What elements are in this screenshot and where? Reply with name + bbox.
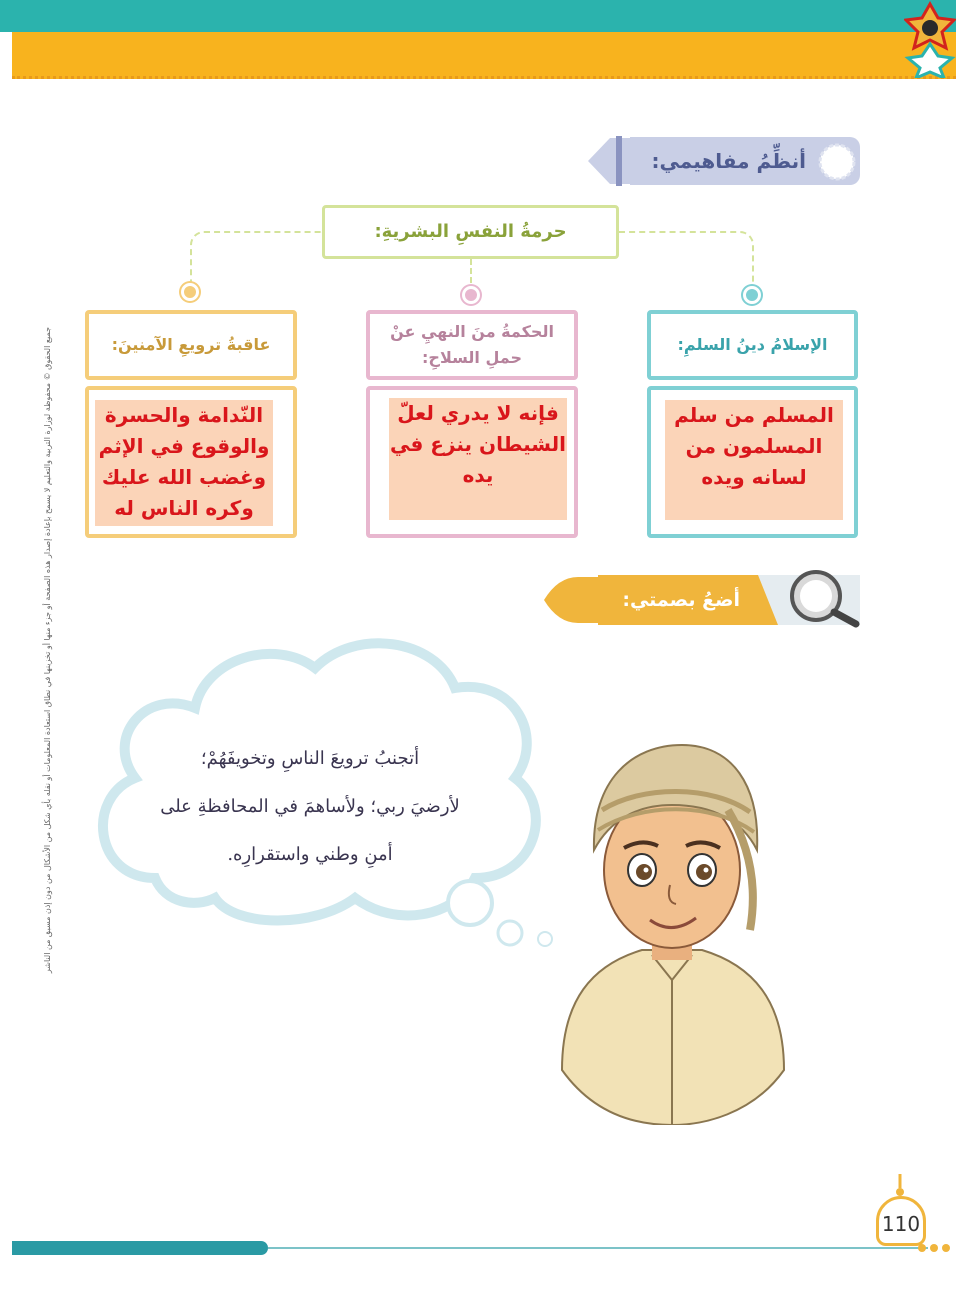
thought-line-2: لأرضيَ ربي؛ ولأساهمَ في المحافظةِ على [160, 796, 460, 817]
node-dot-left [181, 283, 199, 301]
connector-middle [470, 259, 472, 283]
footer-line [268, 1247, 928, 1249]
header-orange-band [12, 32, 956, 79]
connector-left [190, 231, 324, 283]
thought-line-1: أتجنبُ ترويعَ الناسِ وتخويفَهُمْ؛ [200, 748, 420, 769]
answer-consequence[interactable]: النّدامة والحسرة والوقوع في الإثم وغضب الله عليك وكره الناس له [95, 400, 273, 526]
heading-islam-peace: الإسلامُ دينُ السلمِ: [677, 335, 828, 355]
answer-weapon-wisdom[interactable]: فإنه لا يدري لعلّ الشيطان ينزع في يده [389, 398, 567, 520]
node-dot-right [743, 286, 761, 304]
footer-dots-icon [916, 1242, 952, 1254]
flower-badge-icon [818, 143, 856, 181]
star-ornament-icon [904, 0, 956, 78]
node-dot-middle [462, 286, 480, 304]
answer-islam-peace[interactable]: المسلم من سلم المسلمون من لسانه ويده [665, 400, 843, 520]
boy-illustration [552, 740, 792, 1125]
header-teal-band [0, 0, 956, 32]
section-2-arrow-icon [544, 575, 604, 625]
section-2-title: أضعُ بصمتي: [622, 589, 740, 611]
section-1-title: أنظِّمُ مفاهيمي: [651, 149, 806, 173]
section-arrow-icon [588, 136, 630, 186]
heading-consequence: عاقبةُ ترويعِ الآمنينَ: [111, 335, 271, 355]
connector-right [619, 231, 754, 283]
footer-bar [12, 1241, 268, 1255]
thought-line-3: أمنِ وطني واستقرارِه. [227, 844, 393, 865]
concept-title: حرمةُ النفسِ البشريةِ: [374, 221, 567, 242]
magnifier-icon [786, 568, 862, 630]
thought-text [150, 735, 470, 879]
copyright-note: جميع الحقوق © محفوظة لوزارة التربية والتعليم لا يسمح بإعادة إصدار هذه الصفحة أو جزء منها أو تخزينها في نطاق استعادة المعلومات أو نقله بأي شكل من الأشكال من دون إذن مسبق من الناشر [43, 326, 52, 974]
page-ornament-icon [892, 1174, 908, 1198]
heading-weapon-wisdom: الحكمةُ منَ النهيِ عنْ حملِ السلاحِ: [390, 322, 554, 367]
page-number: 110 [876, 1196, 926, 1246]
